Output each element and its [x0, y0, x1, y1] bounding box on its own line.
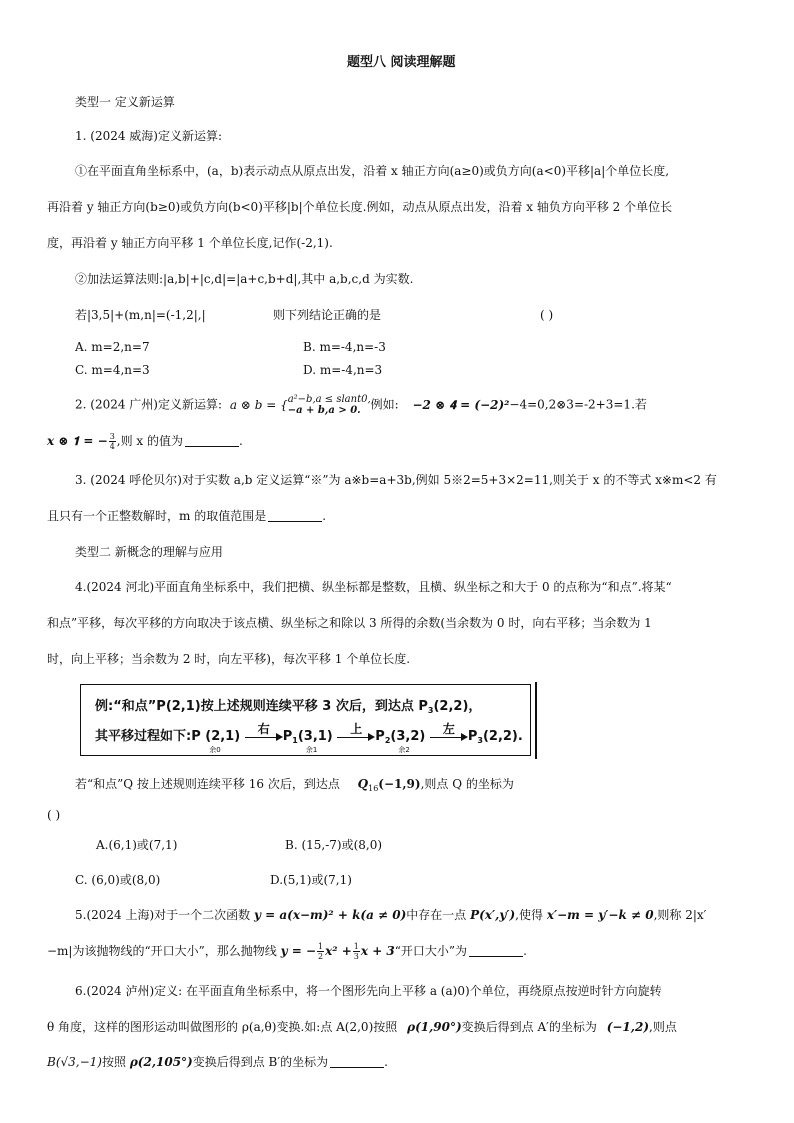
- q4-start-close: ): [234, 729, 241, 744]
- q2-answer-blank[interactable]: [185, 434, 239, 447]
- q4-p2-letter: P: [375, 729, 385, 744]
- q5-answer-blank[interactable]: [469, 944, 523, 957]
- q5-fraction-2: [353, 942, 360, 961]
- q5-parabola-lead: y = −: [280, 944, 317, 958]
- q4-option-c: C. (6,0)或(8,0): [75, 873, 161, 887]
- q6-text-c: ,则点: [649, 1020, 677, 1034]
- q3-line1: 3. (2024 呼伦贝尔)对于实数 a,b 定义运算“※”为 a※b=a+3b,例如 5※2=5+3×2=11,则关于 x 的不等式 x※m<2 有: [75, 473, 717, 487]
- q5-text-d: ,则称 2|x′: [653, 908, 707, 922]
- q6-text-d: 按照: [101, 1055, 126, 1069]
- q4-p1: [297, 729, 333, 754]
- q4-option-a: A.(6,1)或(7,1): [96, 838, 178, 852]
- q2-line2: x ⊗ 𝟏 = − $\frac{3}{4}$ ,则 x 的值为 .: [47, 432, 243, 451]
- section-heading-type1: 类型一 定义新运算: [75, 95, 175, 109]
- q4-q16-sub: 16: [368, 784, 379, 793]
- q4-line1: 4.(2024 河北)平面直角坐标系中，我们把横、纵坐标都是整数，且横、纵坐标之和大于 0 的点称为“和点”.将某“: [75, 580, 672, 594]
- q1-rule2: ②加法运算法则:|a,b|+|c,d|=|a+c,b+d|,其中 a,b,c,d 为实数.: [75, 272, 414, 286]
- q5-equation: x′−m = y′−k ≠ 0: [546, 908, 654, 922]
- q6-line1: 6.(2024 泸州)定义: 在平面直角坐标系中，将一个图形先向上平移 a (a)0)个单位，再绕原点按逆时针方向旋转: [75, 984, 662, 998]
- q5-frac1-den: 2: [318, 952, 324, 961]
- q5-text-b: 中存在一点: [406, 908, 467, 922]
- q2-piecewise: [288, 394, 371, 416]
- q2-line1: [75, 394, 647, 416]
- q2-case2: −a + b,a > 0.: [287, 405, 361, 416]
- q4-example-row1: [95, 695, 481, 715]
- q2-fraction-denominator: 4: [109, 442, 115, 451]
- q2-case1: a²−b,a ≤ slant0,: [287, 394, 371, 405]
- q4-arrow-left: [430, 721, 468, 744]
- q4-question-text-2: ,则点 Q 的坐标为: [420, 777, 514, 791]
- q5-text-line2: −m|为该抛物线的“开口大小”，那么抛物线: [47, 944, 277, 958]
- q4-start-point: [209, 729, 235, 754]
- q6-rho-1: ρ(1,90°): [407, 1020, 462, 1034]
- q3-answer-blank[interactable]: [268, 509, 322, 522]
- q4-p3-coords: (2,2).: [482, 729, 523, 744]
- q2-fraction: [109, 432, 116, 451]
- q4-q16-letter: Q: [357, 777, 369, 791]
- page-title: 题型八 阅读理解题: [347, 55, 456, 70]
- q4-example-box-edge: [535, 682, 537, 759]
- q4-example-text: 例:“和点”P(2,1)按上述规则连续平移 3 次后，到达点 P: [95, 699, 428, 714]
- q1-option-d: D. m=-4,n=3: [303, 363, 383, 377]
- q5-parabola-mid: x² +: [325, 944, 352, 958]
- q5-parabola-tail: x + 3: [360, 944, 395, 958]
- q5-intro: 5.(2024 上海)对于一个二次函数: [75, 908, 251, 922]
- q6-point-b: B(√3,−1): [47, 1055, 102, 1069]
- q4-example-row2: [95, 721, 523, 754]
- q4-arrow-left-label: 左: [442, 721, 455, 736]
- q4-example-sub: 3: [427, 706, 434, 715]
- q4-answer-paren: ( ): [47, 808, 61, 822]
- q2-question: ,则 x 的值为: [116, 434, 184, 448]
- q1-rule1-line2: 再沿着 y 轴正方向(b≥0)或负方向(b<0)平移|b|个单位长度.例如，动点从原点出发，沿着 x 轴负方向平移 2 个单位长: [47, 200, 673, 214]
- q3-line2: 且只有一个正整数解时，m 的取值范围是 .: [47, 509, 327, 523]
- q4-p2-sub: 2: [384, 736, 391, 745]
- q2-example-rest: −4=0,2⊗3=-2+3=1.若: [509, 397, 647, 412]
- q1-rule1-line1: ①在平面直角坐标系中，(a，b)表示动点从原点出发，沿着 x 轴正方向(a≥0)或负方向(a<0)平移|a|个单位长度,: [75, 164, 670, 178]
- q4-p1-coords: (3,1): [297, 729, 333, 744]
- q1-option-b: B. m=-4,n=-3: [303, 340, 386, 354]
- q1-option-c: C. m=4,n=3: [75, 363, 150, 377]
- q1-answer-paren: ( ): [540, 308, 554, 322]
- q2-example-math: −2 ⊗ 𝟒 = (−2)²: [412, 397, 510, 412]
- q6-text-b: 变换后得到点 A′的坐标为: [461, 1020, 597, 1034]
- q5-text-c: ,使得: [515, 908, 543, 922]
- q3-question: 且只有一个正整数解时，m 的取值范围是: [47, 509, 267, 523]
- q4-arrow-up-label: 上: [350, 721, 363, 736]
- q4-p2-coords: (3,2): [390, 729, 426, 744]
- q4-question-text: 若“和点”Q 按上述规则连续平移 16 次后，到达点: [75, 777, 340, 791]
- q4-p1-sub: 1: [292, 736, 298, 745]
- q6-line2: [47, 1018, 677, 1036]
- q5-line1: [75, 906, 706, 924]
- q2-fraction-numerator: 3: [109, 432, 115, 441]
- q5-frac1-num: 1: [318, 942, 324, 951]
- q4-arrow-right: [245, 721, 283, 744]
- section-heading-type2: 类型二 新概念的理解与应用: [75, 545, 223, 559]
- q2-condition-math: x ⊗ 𝟏 = −: [47, 434, 108, 448]
- q4-line3: 时，向上平移；当余数为 2 时，向左平移)，每次平移 1 个单位长度.: [47, 652, 411, 666]
- q6-answer-blank[interactable]: [330, 1055, 384, 1068]
- q5-frac2-num: 1: [353, 942, 359, 951]
- q4-example-box: [80, 684, 531, 756]
- q2-definition-lhs: a ⊗ b = {: [229, 397, 288, 412]
- q5-fraction-1: [317, 942, 324, 961]
- q4-p3-sub: 3: [477, 736, 483, 745]
- q4-start-coords: 2,1: [211, 729, 235, 744]
- q5-frac2-den: 3: [353, 952, 359, 961]
- q6-line3: B(√3,−1)按照 ρ(2,105°)变换后得到点 B′的坐标为 .: [47, 1055, 388, 1069]
- q1-option-a: A. m=2,n=7: [75, 340, 150, 354]
- q5-function: y = a(x−m)² + k(a ≠ 0): [254, 908, 407, 922]
- q4-remainder-0: 余0: [209, 746, 221, 754]
- q4-remainder-2: 余2: [398, 746, 410, 754]
- q2-example-label: 例如:: [370, 397, 399, 412]
- q4-remainder-1: 余1: [305, 746, 318, 754]
- q4-p2: [390, 729, 426, 754]
- q6-point-1: (−1,2): [606, 1020, 649, 1034]
- q5-question: “开口大小”为: [394, 944, 468, 958]
- q5-point: P(x′,y′): [470, 908, 516, 922]
- q6-text-a: θ 角度，这样的图形运动叫做图形的 ρ(a,θ)变换.如:点 A(2,0)按照: [47, 1020, 398, 1034]
- q1-heading: 1. (2024 威海)定义新运算:: [75, 129, 223, 143]
- q4-q16-point: (−1,9): [378, 777, 421, 791]
- q6-question: 变换后得到点 B′的坐标为: [192, 1055, 329, 1069]
- q4-arrow-up: [337, 721, 375, 744]
- q4-line2: 和点”平移，每次平移的方向取决于该点横、纵坐标之和除以 3 所得的余数(当余数为 0 时，向右平移；当余数为 1: [47, 616, 652, 630]
- q5-line2: −m|为该抛物线的“开口大小”，那么抛物线 y = − $\frac{1}{2}$ x² + $\frac{1}{3}$ x + 3“开口大小”为 .: [47, 942, 527, 961]
- q1-rule1-line3: 度，再沿着 y 轴正方向平移 1 个单位长度,记作(-2,1).: [47, 236, 333, 250]
- q4-question: [75, 775, 514, 798]
- q1-condition: 若|3,5|+(m,n|=(-1,2|,|: [75, 308, 206, 322]
- q4-option-b: B. (15,-7)或(8,0): [285, 838, 383, 852]
- q4-arrow-right-label: 右: [257, 721, 270, 736]
- q6-rho-2: ρ(2,105°): [129, 1055, 193, 1069]
- q2-heading: 2. (2024 广州)定义新运算:: [75, 397, 223, 412]
- q4-process-label: 其平移过程如下:P (: [95, 729, 212, 744]
- q1-question: 则下列结论正确的是: [273, 308, 382, 322]
- q4-option-d: D.(5,1)或(7,1): [270, 873, 352, 887]
- q4-p1-letter: P: [282, 729, 293, 744]
- q4-p3-letter: P: [467, 729, 478, 744]
- q4-example-point: (2,2)，: [433, 699, 482, 714]
